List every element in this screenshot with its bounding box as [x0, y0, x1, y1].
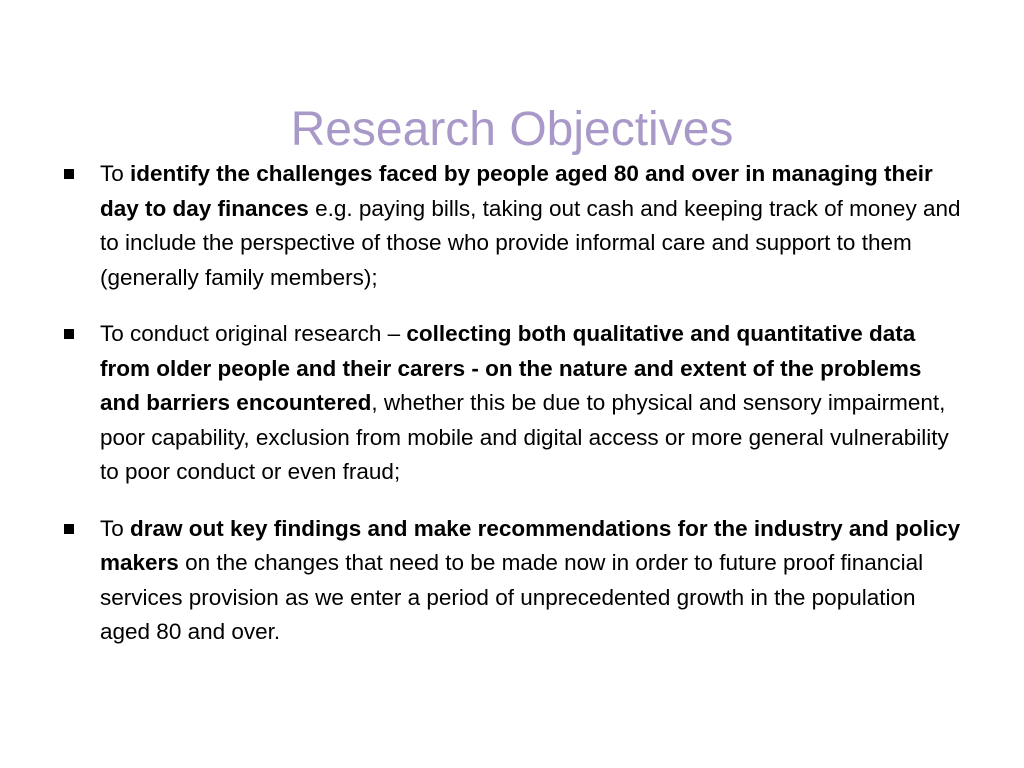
objective-text-part: , whether this be due to physical and sensory impairment, poor capability, exclusion from mobile and digital access or more general vulnerability to poor conduct or even fraud;	[100, 390, 949, 484]
square-bullet-icon	[64, 329, 74, 339]
objective-text-part-bold: collecting both qualitative and quantitative data from older people and their carers - on the nature and extent of the problems and barriers encountered	[100, 321, 922, 415]
objective-text-part-bold: draw out key findings and make recommendations for the industry and policy makers	[100, 515, 961, 575]
objective-item	[0, 512, 966, 650]
objective-text-part: To	[100, 161, 131, 186]
square-bullet-icon	[64, 169, 74, 179]
square-bullet-icon	[64, 524, 74, 534]
objective-item	[0, 157, 966, 295]
objective-item	[0, 317, 966, 490]
objective-text-part-bold: identify the challenges faced by people aged 80 and over in managing their day to day finances	[100, 161, 933, 221]
objective-text-part: e.g. paying bills, taking out cash and keeping track of money and to include the perspective of those who provide informal care and support to them (generally family members);	[100, 195, 961, 290]
slide-title: Research Objectives	[290, 103, 734, 157]
objective-text-part: To	[100, 515, 131, 541]
objective-text-part: To conduct original research –	[100, 321, 407, 346]
objective-text-part: on the changes that need to be made now in order to future proof financial services provision as we enter a period of unprecedented growth in the population aged 80 and over.	[100, 550, 924, 644]
objectives-list	[0, 157, 1024, 672]
